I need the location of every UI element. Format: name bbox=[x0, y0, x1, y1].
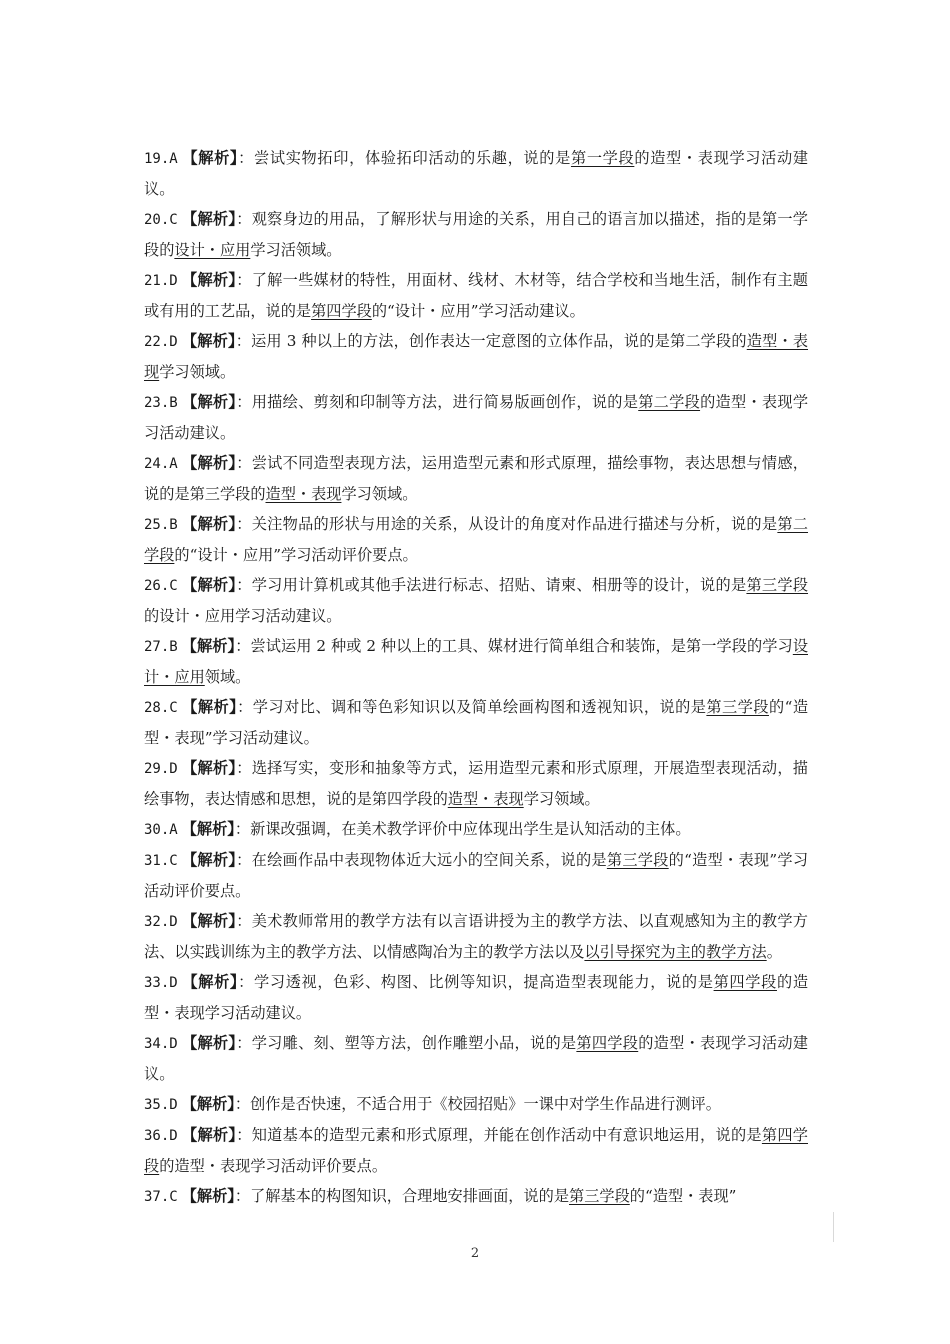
explanation-text: 的“造型・表现”学习活动建议。 bbox=[144, 698, 809, 747]
question-answer-number: 19.A bbox=[144, 151, 178, 167]
underlined-key-term: 造型・表现 bbox=[447, 790, 524, 808]
question-answer-number: 32.D bbox=[144, 914, 178, 930]
explanation-text: 的“造型・表现”学习活动评价要点。 bbox=[144, 851, 809, 900]
underlined-key-term: 第三学段 bbox=[746, 576, 809, 594]
explanation-text: ：尝试不同造型表现方法，运用造型元素和形式原理，描绘事物，表达思想与情感，说的是第三学段的 bbox=[144, 454, 808, 503]
explanation-tag: 【解析】 bbox=[181, 820, 235, 838]
explanation-entry bbox=[144, 448, 808, 509]
explanation-text: ：观察身边的用品，了解形状与用途的关系，用自己的语言加以描述，指的是第一学段的 bbox=[144, 210, 808, 259]
explanation-entry bbox=[144, 906, 808, 967]
question-answer-number: 26.C bbox=[144, 578, 178, 594]
explanation-entry bbox=[144, 509, 808, 570]
explanation-entry bbox=[144, 692, 808, 753]
explanation-entry bbox=[144, 326, 808, 387]
explanation-tag: 【解析】 bbox=[181, 332, 236, 350]
explanation-text: ：学习用计算机或其他手法进行标志、招贴、请柬、相册等的设计，说的是 bbox=[236, 576, 747, 594]
explanation-text: ：在绘画作品中表现物体近大远小的空间关系，说的是 bbox=[236, 851, 607, 869]
explanation-text: 的设计・应用学习活动建议。 bbox=[144, 607, 342, 625]
explanation-tag: 【解析】 bbox=[181, 1034, 237, 1052]
explanation-entry bbox=[144, 143, 808, 204]
explanation-tag: 【解析】 bbox=[181, 637, 236, 655]
explanation-text: 学习领域。 bbox=[159, 363, 236, 381]
underlined-key-term: 第二学段 bbox=[638, 393, 701, 411]
explanation-text: 的“造型・表现” bbox=[629, 1187, 737, 1205]
question-answer-number: 23.B bbox=[144, 395, 178, 411]
question-answer-number: 34.D bbox=[144, 1036, 178, 1052]
explanation-text: ：了解基本的构图知识，合理地安排画面，说的是 bbox=[234, 1187, 569, 1205]
explanation-text: ：学习透视，色彩、构图、比例等知识，提高造型表现能力，说的是 bbox=[238, 973, 714, 991]
question-answer-number: 30.A bbox=[144, 822, 178, 838]
explanation-entry bbox=[144, 204, 808, 265]
explanation-tag: 【解析】 bbox=[181, 393, 237, 411]
explanation-text: 的造型・表现学习活动建议。 bbox=[144, 393, 809, 442]
explanation-tag: 【解析】 bbox=[181, 851, 237, 869]
explanation-entry bbox=[144, 753, 808, 814]
question-answer-number: 35.D bbox=[144, 1097, 178, 1113]
explanation-text: ：美术教师常用的教学方法有以言语讲授为主的教学方法、以直观感知为主的教学方法、以实践训练为主的教学方法、以情感陶冶为主的教学方法以及 bbox=[144, 912, 808, 961]
underlined-key-term: 造型・表现 bbox=[144, 332, 809, 381]
explanation-tag: 【解析】 bbox=[181, 1187, 235, 1205]
explanation-tag: 【解析】 bbox=[181, 1095, 235, 1113]
question-answer-number: 28.C bbox=[144, 700, 178, 716]
underlined-key-term: 第四学段 bbox=[576, 1034, 639, 1052]
question-answer-number: 20.C bbox=[144, 212, 178, 228]
underlined-key-term: 设计・应用 bbox=[144, 637, 808, 686]
explanation-text: ：学习对比、调和等色彩知识以及简单绘画构图和透视知识，说的是 bbox=[237, 698, 707, 716]
explanation-tag: 【解析】 bbox=[181, 149, 239, 167]
explanation-entry bbox=[144, 1028, 808, 1089]
explanation-tag: 【解析】 bbox=[181, 576, 237, 594]
explanation-text: 学习领域。 bbox=[523, 790, 600, 808]
underlined-key-term: 第四学段 bbox=[144, 1126, 808, 1175]
underlined-key-term: 第一学段 bbox=[570, 149, 635, 167]
underlined-key-term: 第四学段 bbox=[713, 973, 777, 991]
explanation-tag: 【解析】 bbox=[181, 454, 237, 472]
explanation-text: 领域。 bbox=[204, 668, 251, 686]
question-answer-number: 22.D bbox=[144, 334, 178, 350]
explanation-text: 学习领域。 bbox=[341, 485, 418, 503]
question-answer-number: 37.C bbox=[144, 1189, 178, 1205]
underlined-key-term: 以引导探究为主的教学方法 bbox=[584, 943, 767, 961]
explanation-text: ：运用 3 种以上的方法，创作表达一定意图的立体作品，说的是第二学段的 bbox=[235, 332, 747, 350]
underlined-key-term: 第三学段 bbox=[569, 1187, 630, 1205]
explanation-tag: 【解析】 bbox=[181, 973, 239, 991]
explanation-text: ：学习雕、刻、塑等方法，创作雕塑小品，说的是 bbox=[236, 1034, 577, 1052]
explanation-entry bbox=[144, 1181, 808, 1212]
explanation-text: ：用描绘、剪刻和印制等方法，进行简易版画创作，说的是 bbox=[236, 393, 639, 411]
explanation-tag: 【解析】 bbox=[181, 271, 237, 289]
question-answer-number: 24.A bbox=[144, 456, 178, 472]
explanation-entry bbox=[144, 631, 808, 692]
explanation-text: 的造型・表现学习活动建议。 bbox=[144, 973, 809, 1022]
page-number: 2 bbox=[470, 1246, 480, 1261]
explanation-entry bbox=[144, 967, 808, 1028]
explanation-tag: 【解析】 bbox=[181, 759, 237, 777]
answer-explanations-list bbox=[144, 143, 808, 1212]
margin-divider bbox=[833, 1212, 834, 1242]
explanation-text: ：尝试运用 2 种或 2 种以上的工具、媒材进行简单组合和装饰，是第一学段的学习 bbox=[235, 637, 793, 655]
explanation-text: ：关注物品的形状与用途的关系，从设计的角度对作品进行描述与分析，说的是 bbox=[236, 515, 778, 533]
explanation-entry bbox=[144, 814, 808, 845]
explanation-text: 的造型・表现学习活动建议。 bbox=[144, 149, 809, 198]
explanation-tag: 【解析】 bbox=[181, 1126, 237, 1144]
question-answer-number: 31.C bbox=[144, 853, 178, 869]
explanation-entry bbox=[144, 1120, 808, 1181]
underlined-key-term: 第二学段 bbox=[144, 515, 809, 564]
explanation-text: ：尝试实物拓印，体验拓印活动的乐趣，说的是 bbox=[238, 149, 571, 167]
explanation-entry bbox=[144, 387, 808, 448]
underlined-key-term: 第三学段 bbox=[706, 698, 769, 716]
explanation-text: 的“设计・应用”学习活动建议。 bbox=[371, 302, 585, 320]
explanation-text: 的“设计・应用”学习活动评价要点。 bbox=[174, 546, 418, 564]
question-answer-number: 29.D bbox=[144, 761, 178, 777]
explanation-text: ：选择写实，变形和抽象等方式，运用造型元素和形式原理，开展造型表现活动，描绘事物，表达情感和思想，说的是第四学段的 bbox=[144, 759, 808, 808]
explanation-entry bbox=[144, 1089, 808, 1120]
explanation-text: 的造型・表现学习活动建议。 bbox=[144, 1034, 809, 1083]
explanation-tag: 【解析】 bbox=[181, 698, 238, 716]
question-answer-number: 21.D bbox=[144, 273, 178, 289]
underlined-key-term: 设计・应用 bbox=[174, 241, 251, 259]
explanation-text: ：创作是否快速，不适合用于《校园招贴》一课中对学生作品进行测评。 bbox=[234, 1095, 721, 1113]
explanation-text: 学习活领域。 bbox=[250, 241, 342, 259]
explanation-text: 的造型・表现学习活动评价要点。 bbox=[159, 1157, 387, 1175]
explanation-entry bbox=[144, 845, 808, 906]
question-answer-number: 33.D bbox=[144, 975, 178, 991]
explanation-tag: 【解析】 bbox=[181, 210, 237, 228]
explanation-text: ：知道基本的造型元素和形式原理，并能在创作活动中有意识地运用，说的是 bbox=[236, 1126, 762, 1144]
explanation-tag: 【解析】 bbox=[181, 515, 237, 533]
explanation-text: 。 bbox=[766, 943, 782, 961]
explanation-entry bbox=[144, 570, 808, 631]
question-answer-number: 36.D bbox=[144, 1128, 178, 1144]
explanation-text: ：了解一些媒材的特性，用面材、线材、木材等，结合学校和当地生活，制作有主题或有用的工艺品，说的是 bbox=[144, 271, 808, 320]
underlined-key-term: 第三学段 bbox=[606, 851, 669, 869]
underlined-key-term: 第四学段 bbox=[311, 302, 372, 320]
underlined-key-term: 造型・表现 bbox=[265, 485, 342, 503]
question-answer-number: 25.B bbox=[144, 517, 178, 533]
explanation-tag: 【解析】 bbox=[181, 912, 237, 930]
question-answer-number: 27.B bbox=[144, 639, 178, 655]
explanation-entry bbox=[144, 265, 808, 326]
explanation-text: ：新课改强调，在美术教学评价中应体现出学生是认知活动的主体。 bbox=[234, 820, 691, 838]
